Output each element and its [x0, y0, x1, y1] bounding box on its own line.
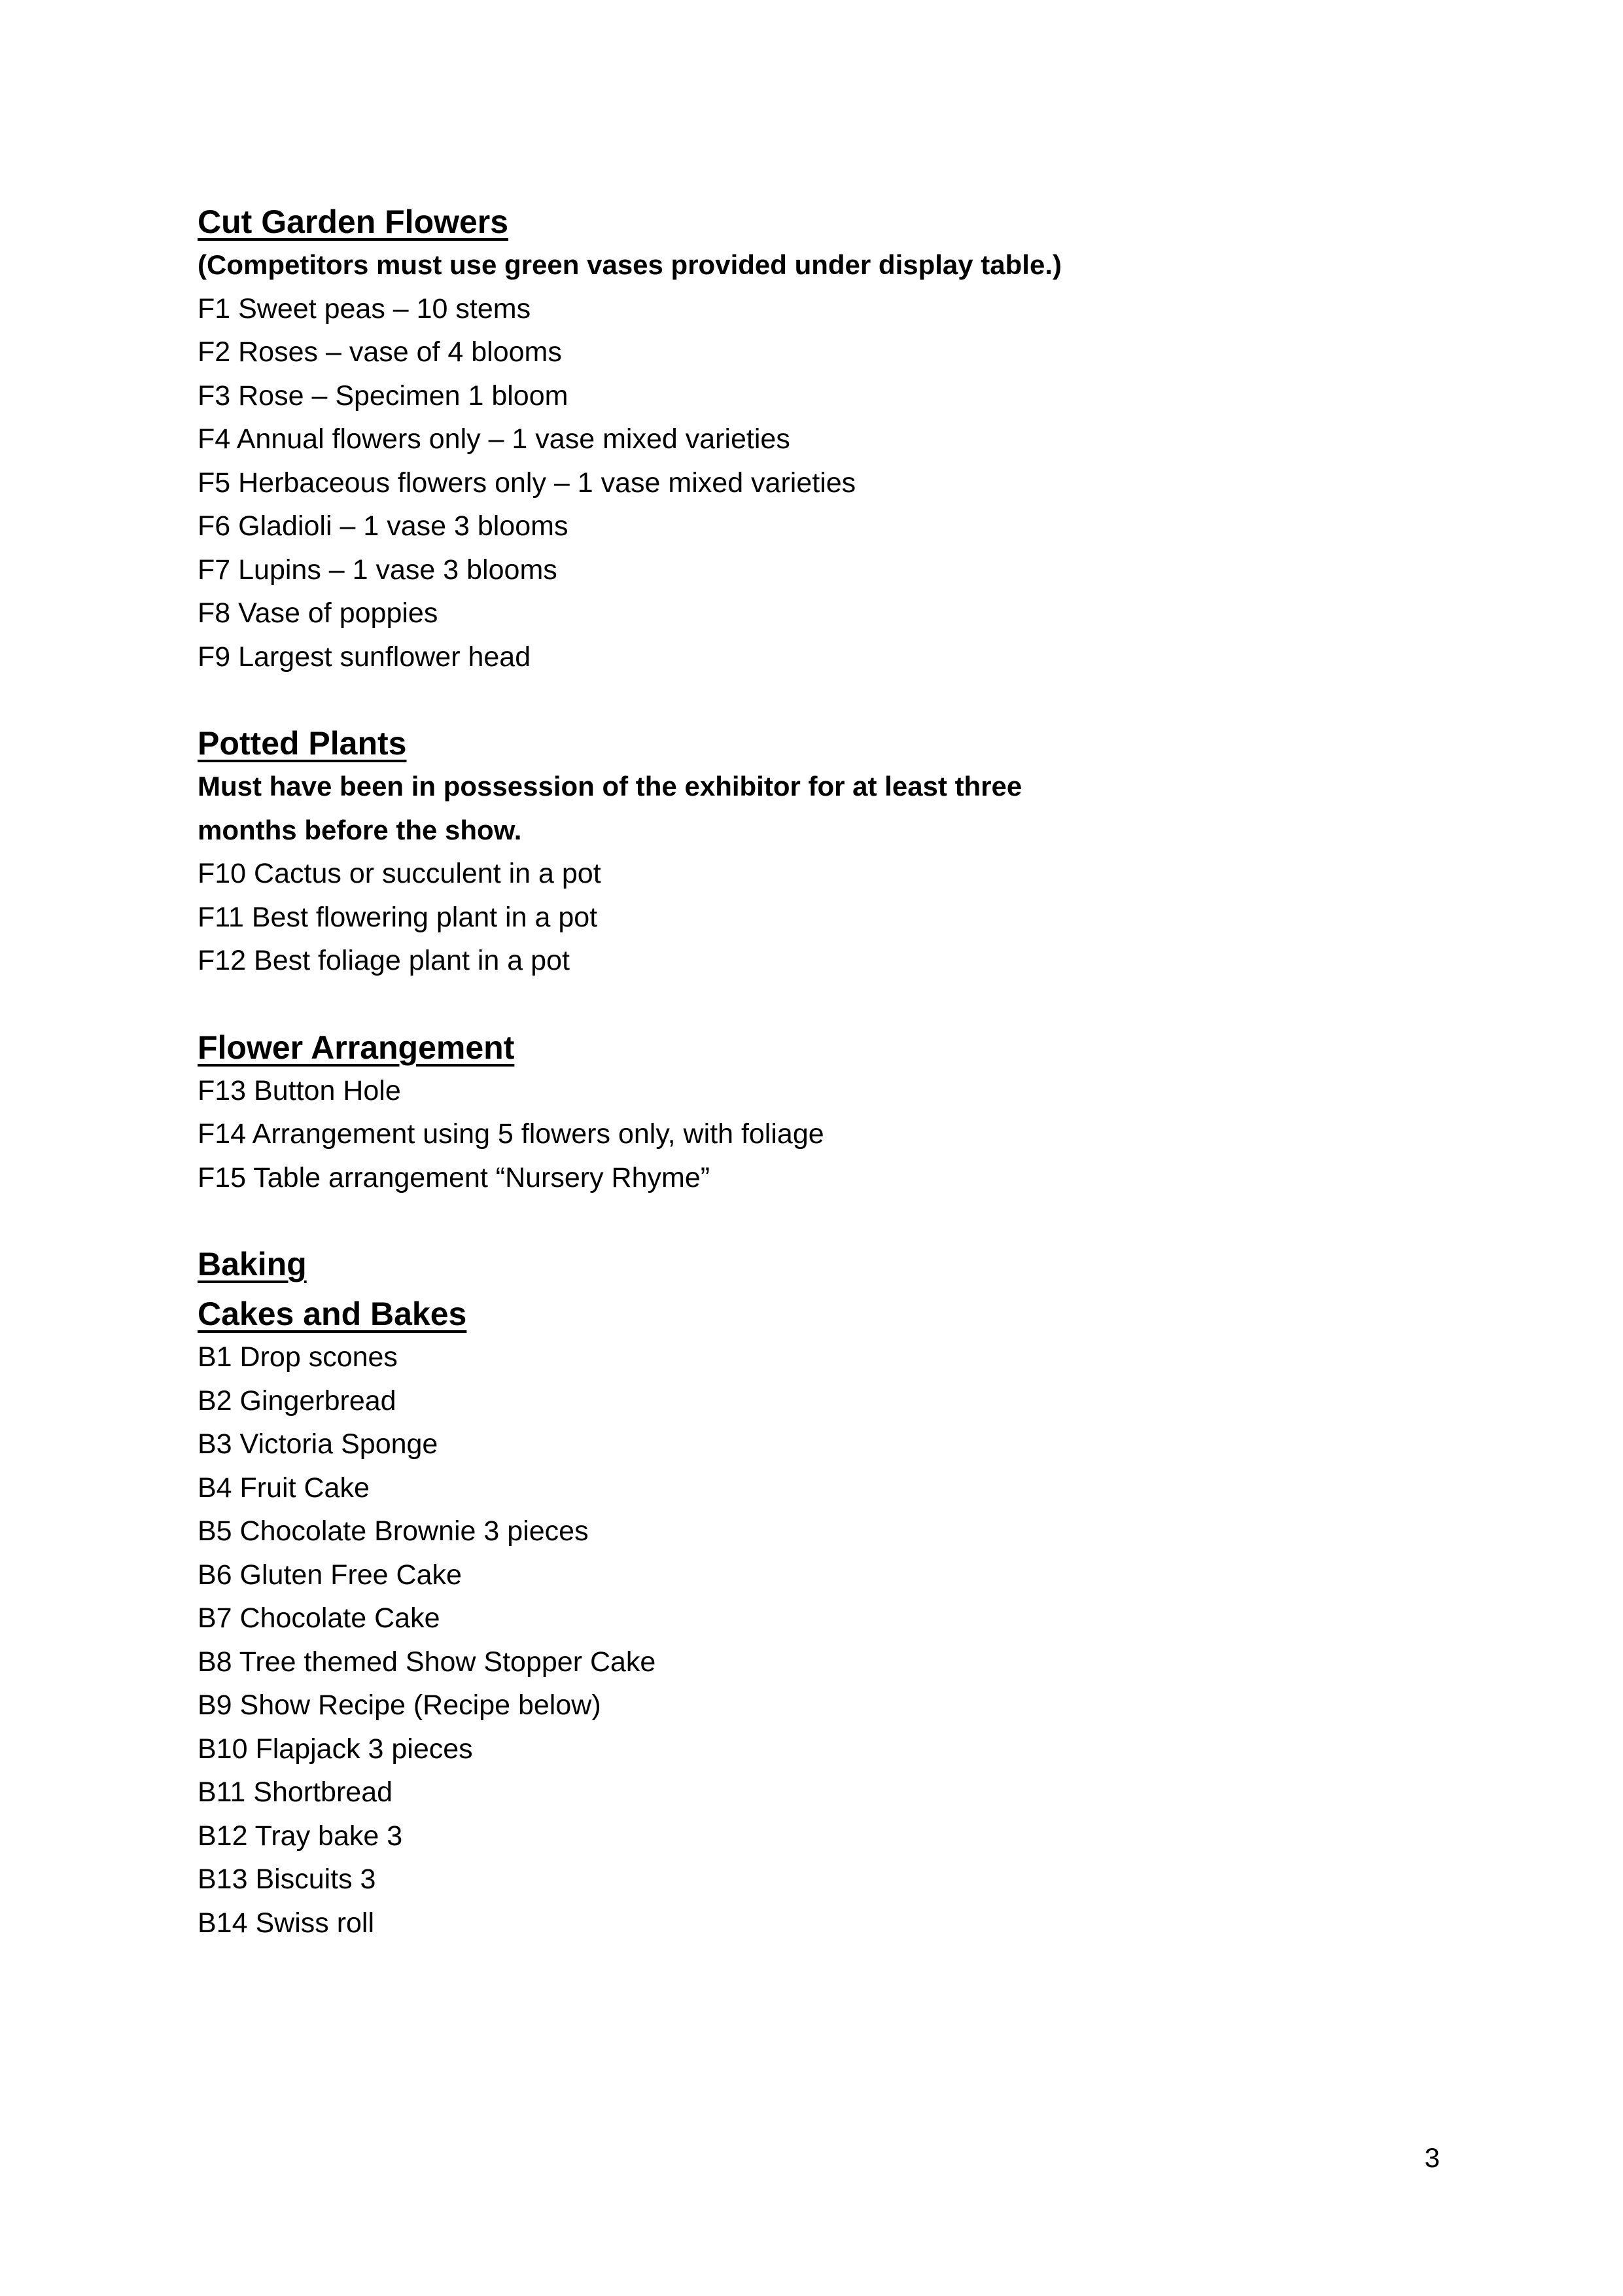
section-subheading: Cakes and Bakes — [198, 1296, 467, 1332]
list-item: B5 Chocolate Brownie 3 pieces — [198, 1515, 589, 1547]
list-item: B11 Shortbread — [198, 1776, 393, 1808]
list-item: B8 Tree themed Show Stopper Cake — [198, 1646, 656, 1678]
section-heading: Flower Arrangement — [198, 1029, 515, 1066]
section-note: months before the show. — [198, 814, 522, 845]
section-note: Must have been in possession of the exhibitor for at least three — [198, 771, 1022, 802]
list-item: F5 Herbaceous flowers only – 1 vase mixed varieties — [198, 467, 856, 499]
list-item: B7 Chocolate Cake — [198, 1602, 440, 1634]
section-flower-arrangement — [198, 1026, 1440, 1200]
list-item: F4 Annual flowers only – 1 vase mixed varieties — [198, 423, 790, 455]
page-number: 3 — [1424, 2142, 1440, 2173]
list-item: B2 Gingerbread — [198, 1385, 396, 1417]
list-item: F3 Rose – Specimen 1 bloom — [198, 380, 568, 412]
list-item: B3 Victoria Sponge — [198, 1428, 438, 1460]
list-item: B6 Gluten Free Cake — [198, 1559, 462, 1591]
list-item: F15 Table arrangement “Nursery Rhyme” — [198, 1161, 710, 1193]
list-item: F6 Gladioli – 1 vase 3 blooms — [198, 510, 568, 542]
list-item: F10 Cactus or succulent in a pot — [198, 858, 601, 889]
section-heading: Baking — [198, 1246, 307, 1282]
list-item: F13 Button Hole — [198, 1074, 401, 1106]
list-item: B9 Show Recipe (Recipe below) — [198, 1689, 601, 1721]
section-heading: Potted Plants — [198, 725, 407, 762]
list-item: B12 Tray bake 3 — [198, 1820, 403, 1852]
list-item: B14 Swiss roll — [198, 1907, 375, 1939]
list-item: F1 Sweet peas – 10 stems — [198, 292, 531, 325]
list-item: B4 Fruit Cake — [198, 1472, 370, 1504]
section-cut-garden-flowers — [198, 200, 1440, 679]
list-item: B13 Biscuits 3 — [198, 1863, 376, 1895]
list-item: B1 Drop scones — [198, 1341, 398, 1373]
section-heading: Cut Garden Flowers — [198, 203, 509, 240]
list-item: F12 Best foliage plant in a pot — [198, 945, 570, 976]
list-item: F8 Vase of poppies — [198, 597, 438, 629]
list-item: F7 Lupins – 1 vase 3 blooms — [198, 554, 557, 586]
section-potted-plants — [198, 722, 1440, 983]
list-item: F9 Largest sunflower head — [198, 641, 531, 673]
list-item: F11 Best flowering plant in a pot — [198, 901, 598, 933]
list-item: F2 Roses – vase of 4 blooms — [198, 336, 562, 368]
section-note: (Competitors must use green vases provided under display table.) — [198, 249, 1062, 280]
document-content — [198, 200, 1440, 1945]
list-item: B10 Flapjack 3 pieces — [198, 1733, 473, 1765]
list-item: F14 Arrangement using 5 flowers only, with foliage — [198, 1118, 824, 1150]
section-baking — [198, 1243, 1440, 1945]
